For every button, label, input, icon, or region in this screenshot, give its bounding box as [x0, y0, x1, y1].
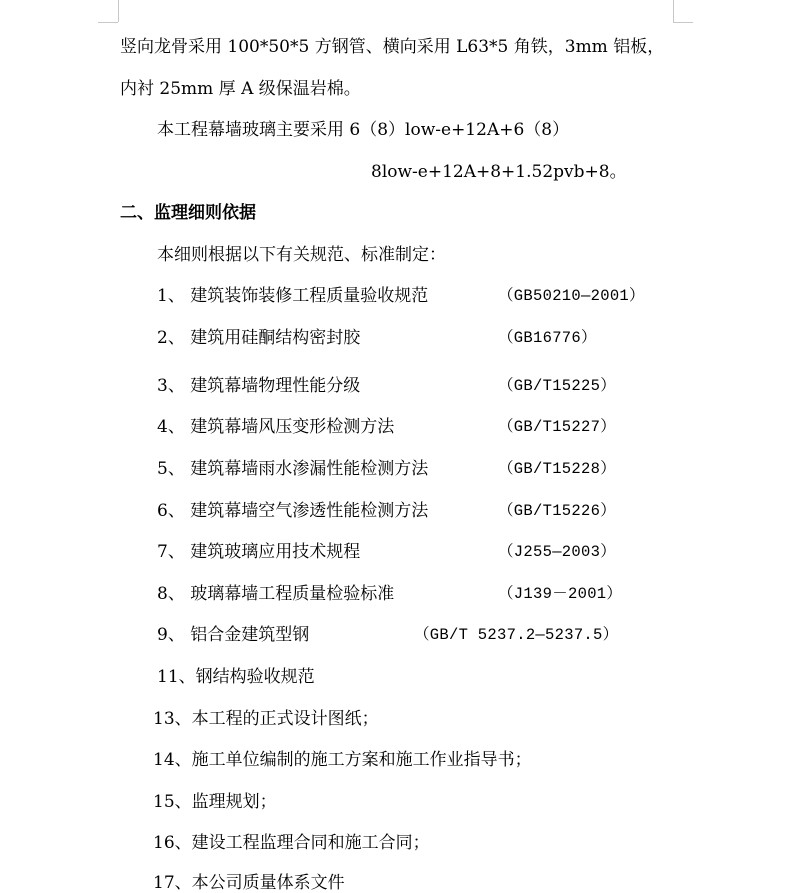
paragraph-glass-spec: 本工程幕墙玻璃主要采用 6（8）low-e+12A+6（8）: [157, 120, 570, 140]
list-item-code: （GB/T 5237.2—5237.5）: [414, 626, 619, 644]
list-item: 14、施工单位编制的施工方案和施工作业指导书；: [153, 750, 532, 770]
list-item: 13、本工程的正式设计图纸；: [153, 709, 379, 729]
list-item-label: 4、 建筑幕墙风压变形检测方法: [157, 417, 395, 437]
list-item-label: 5、 建筑幕墙雨水渗漏性能检测方法: [157, 459, 429, 479]
list-item-code: （J139－2001）: [498, 585, 623, 603]
list-item-label: 3、 建筑幕墙物理性能分级: [157, 376, 361, 396]
paragraph-insulation: 内衬 25mm 厚 A 级保温岩棉。: [120, 79, 361, 99]
list-item-label: 1、 建筑装饰装修工程质量验收规范: [157, 286, 429, 306]
list-item-label: 2、 建筑用硅酮结构密封胶: [157, 328, 361, 348]
list-item-code: （GB/T15227）: [498, 418, 617, 436]
page-corner-mark: [673, 22, 693, 23]
list-item-label: 8、 玻璃幕墙工程质量检验标准: [157, 584, 395, 604]
list-item: 11、钢结构验收规范: [157, 667, 315, 687]
list-item-code: （GB50210—2001）: [498, 287, 645, 305]
paragraph-keel-materials: 竖向龙骨采用 100*50*5 方钢管、横向采用 L63*5 角铁，3mm 铝板，: [120, 37, 665, 57]
page-corner-mark: [118, 0, 119, 22]
list-item-code: （GB16776）: [498, 329, 597, 347]
list-item-label: 9、 铝合金建筑型钢: [157, 625, 310, 645]
list-item-code: （GB/T15225）: [498, 377, 617, 395]
list-item-code: （J255—2003）: [498, 543, 617, 561]
list-item: 16、建设工程监理合同和施工合同；: [153, 833, 430, 853]
list-item-label: 6、 建筑幕墙空气渗透性能检测方法: [157, 501, 429, 521]
intro-text: 本细则根据以下有关规范、标准制定：: [157, 245, 446, 265]
page-corner-mark: [98, 22, 118, 23]
paragraph-glass-spec-continued: 8low-e+12A+8+1.52pvb+8。: [371, 162, 627, 182]
list-item-code: （GB/T15226）: [498, 502, 617, 520]
list-item-label: 7、 建筑玻璃应用技术规程: [157, 542, 361, 562]
section-heading: 二、监理细则依据: [120, 203, 256, 223]
list-item: 15、监理规划；: [153, 792, 277, 812]
list-item-partial: 17、本公司质量体系文件: [153, 873, 345, 893]
page-corner-mark: [673, 0, 674, 22]
list-item-code: （GB/T15228）: [498, 460, 617, 478]
